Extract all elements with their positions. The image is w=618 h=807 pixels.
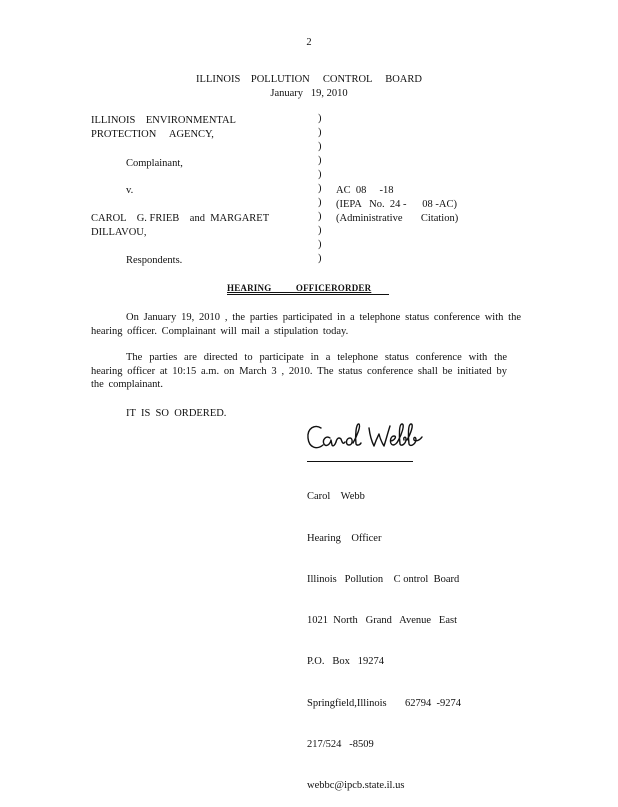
signature-stroke [308,426,323,447]
paren: ) [318,239,322,250]
paren: ) [318,127,322,138]
signer-street: 1021 North Grand Avenue East [307,615,457,627]
paren: ) [318,211,322,222]
signer-organization: Illinois Pollution C ontrol Board [307,573,460,585]
respondent-name-line2: DILLAVOU, [91,227,147,238]
signer-city: Springfield,Illinois 62794 -9274 [307,697,461,709]
paren: ) [318,141,322,152]
signer-name: Carol Webb [307,491,365,503]
versus-label: v. [126,185,134,196]
paren: ) [318,169,322,180]
page-number: 2 [306,37,312,48]
paren: ) [318,197,322,208]
signature-stroke [398,424,406,445]
signer-phone: 217/524 -8509 [307,738,374,750]
signature-stroke [346,438,352,445]
paren: ) [318,155,322,166]
signature-stroke [369,426,390,446]
signature-stroke [407,424,422,445]
signature-stroke [353,424,361,445]
respondent-name-line1: CAROL G. FRIEB and MARGARET [91,213,270,224]
order-date: January 19, 2010 [270,88,348,99]
complainant-role: Complainant, [126,158,183,169]
paren: ) [318,253,322,264]
signer-email: webbc@ipcb.state.il.us [307,780,405,792]
signer-po-box: P.O. Box 19274 [307,656,385,668]
signature-stroke [323,437,336,446]
iepa-number: (IEPA No. 24 - 08 -AC) [336,199,457,210]
caption-parentheses [318,112,328,266]
paren: ) [318,113,322,124]
body-paragraph-2: The parties are directed to participate in a telephone status conference with the hearing officer at 10:15 a.m. on March 3 , 2010. The status conference shall be initiated by the complainant. [91,352,507,391]
order-title: HEARING OFFICERORDER [227,283,372,293]
respondent-role: Respondents. [126,255,183,266]
handwritten-signature [303,418,435,458]
complainant-name-line1: ILLINOIS ENVIRONMENTAL [91,115,236,126]
paren: ) [318,183,322,194]
complainant-name-line2: PROTECTION AGENCY, [91,129,214,140]
paren: ) [318,225,322,236]
signature-line [307,461,413,462]
signature-stroke [390,436,398,445]
signature-stroke [336,438,345,443]
closing-statement: IT IS SO ORDERED. [126,408,227,419]
case-number: AC 08 -18 [336,185,394,196]
signature-block [307,463,461,807]
body-paragraph-1: On January 19, 2010 , the parties participated in a telephone status conference with the hearing officer. Complainant will mail a stipulation today. [91,312,521,337]
citation-type: (Administrative Citation) [336,213,459,224]
signer-title: Hearing Officer [307,532,382,544]
board-name: ILLINOIS POLLUTION CONTROL BOARD [196,74,422,85]
title-underline [227,294,389,295]
